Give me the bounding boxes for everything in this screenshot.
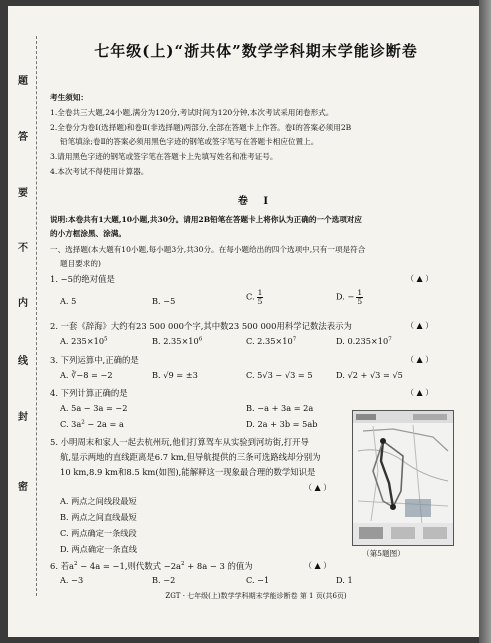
volume-title: 卷 Ⅰ [237, 196, 275, 207]
question-4-stem: 4. 下列计算正确的是 [50, 388, 128, 398]
binding-dashed-line [36, 36, 37, 596]
q4-option-b: B. −a + 3a = 2a [246, 403, 314, 413]
q1-option-a: A. 5 [60, 296, 77, 306]
navigation-map-figure [352, 410, 454, 546]
exam-paper [8, 6, 479, 637]
notice-item: 3.请用黑色字迹的钢笔或签字笔在答题卡上先填写姓名和准考证号。 [50, 152, 278, 161]
page-footer: ZGT · 七年级(上)数学学科期末学能诊断卷 第 1 页(共6页) [165, 592, 347, 600]
binding-char: 不 [18, 243, 28, 254]
fraction: $\frac{1}{5}$ [257, 288, 263, 306]
answer-mark: （ ▲ ） [406, 388, 434, 397]
notice-item: 2.全卷分为卷Ⅰ(选择题)和卷Ⅱ(非选择题)两部分,全部在答题卡上作答。卷Ⅰ的答案必须用2B [50, 123, 352, 132]
q2-option-a: A. $235\times 10^5$ [60, 336, 108, 346]
page-edge [479, 0, 491, 643]
fraction: $\frac{1}{5}$ [357, 288, 363, 306]
binding-char: 答 [18, 132, 28, 143]
q3-option-d: D. √2 + √3 = √5 [336, 370, 403, 380]
q3-option-a: A. ∛−8 = −2 [60, 370, 113, 380]
answer-mark: （ ▲ ） [406, 274, 434, 283]
question-2-stem: 2. 一套《辞海》大约有23 500 000个字,其中数23 500 000用科学记数法表示为 [50, 321, 352, 331]
notice-item: 铅笔填涂;卷Ⅱ的答案必须用黑色字迹的钢笔或签字笔写在答题卡相应位置上。 [60, 137, 319, 146]
figure-caption: （第5题图） [362, 549, 405, 558]
binding-char: 题 [18, 76, 28, 87]
q5-option-b: B. 两点之间直线最短 [60, 512, 137, 522]
section-heading: 题目要求的) [60, 259, 101, 268]
notice-item: 4.本次考试不得使用计算器。 [50, 167, 149, 176]
q4-option-c: C. $3a^2 - 2a = a$ [60, 419, 124, 429]
binding-char: 封 [18, 412, 28, 423]
map-graphic [353, 411, 453, 545]
binding-char: 内 [18, 298, 28, 309]
q4-option-d: D. 2a + 3b = 5ab [246, 419, 318, 429]
q3-option-c: C. 5√3 − √3 = 5 [246, 370, 313, 380]
q1-option-c: C. $\frac{1}{5}$ [246, 288, 263, 306]
question-5-stem: 10 km,8.9 km和8.5 km(如图),能解释这一现象最合理的数学知识是 [60, 467, 316, 477]
question-1-stem: 1. −5的绝对值是 [50, 274, 115, 284]
q2-option-b: B. $2.35\times 10^6$ [152, 336, 203, 346]
answer-mark: （ ▲ ） [304, 561, 332, 570]
question-3-stem: 3. 下列运算中,正确的是 [50, 355, 139, 365]
notice-heading: 考生须知： [50, 93, 88, 102]
q6-option-d: D. 1 [336, 575, 353, 585]
binding-char: 线 [18, 356, 28, 367]
page-title: 七年级(上)“浙共体”数学学科期末学能诊断卷 [94, 42, 418, 60]
notice-item: 1.全卷共三大题,24小题,满分为120分,考试时间为120分钟,本次考试采用闭卷形式。 [50, 108, 334, 117]
section-heading: 一、选择题(本大题有10小题,每小题3分,共30分。在每小题给出的四个选项中,只有一项是符合 [50, 245, 366, 254]
instructions-line: 说明:本卷共有1大题,10小题,共30分。请用2B铅笔在答题卡上将你认为正确的一个选项对应 [50, 215, 362, 224]
q6-option-b: B. −2 [152, 575, 176, 585]
question-6-stem: 6. 若$a^2 - 4a = -1$,则代数式 $-2a^2 + 8a - 3$ 的值为 [50, 561, 253, 571]
binding-char: 要 [18, 188, 28, 199]
instructions-line: 的小方框涂黑、涂满。 [50, 229, 126, 238]
answer-mark: （ ▲ ） [304, 483, 332, 492]
q1-option-b: B. −5 [152, 296, 176, 306]
q6-option-a: A. −3 [60, 575, 84, 585]
q5-option-c: C. 两点确定一条线段 [60, 528, 137, 538]
q4-option-a: A. 5a − 3a = −2 [60, 403, 128, 413]
binding-char: 密 [18, 482, 28, 493]
q5-option-a: A. 两点之间线段最短 [60, 496, 137, 506]
answer-mark: （ ▲ ） [406, 321, 434, 330]
binding-margin [8, 6, 40, 637]
question-5-stem: 航,显示两地的直线距离是6.7 km,但导航提供的三条可选路线却分别为 [60, 452, 321, 462]
q6-option-c: C. −1 [246, 575, 270, 585]
q5-option-d: D. 两点确定一条直线 [60, 544, 137, 554]
q2-option-c: C. $2.35\times 10^7$ [246, 336, 297, 346]
answer-mark: （ ▲ ） [406, 355, 434, 364]
question-5-stem: 5. 小明周末和家人一起去杭州玩,他们打算驾车从实验到河坊街,打开导 [50, 437, 309, 447]
q1-option-d: D. − $\frac{1}{5}$ [336, 288, 363, 306]
q2-option-d: D. $0.235\times 10^7$ [336, 336, 392, 346]
q3-option-b: B. √9 = ±3 [152, 370, 198, 380]
